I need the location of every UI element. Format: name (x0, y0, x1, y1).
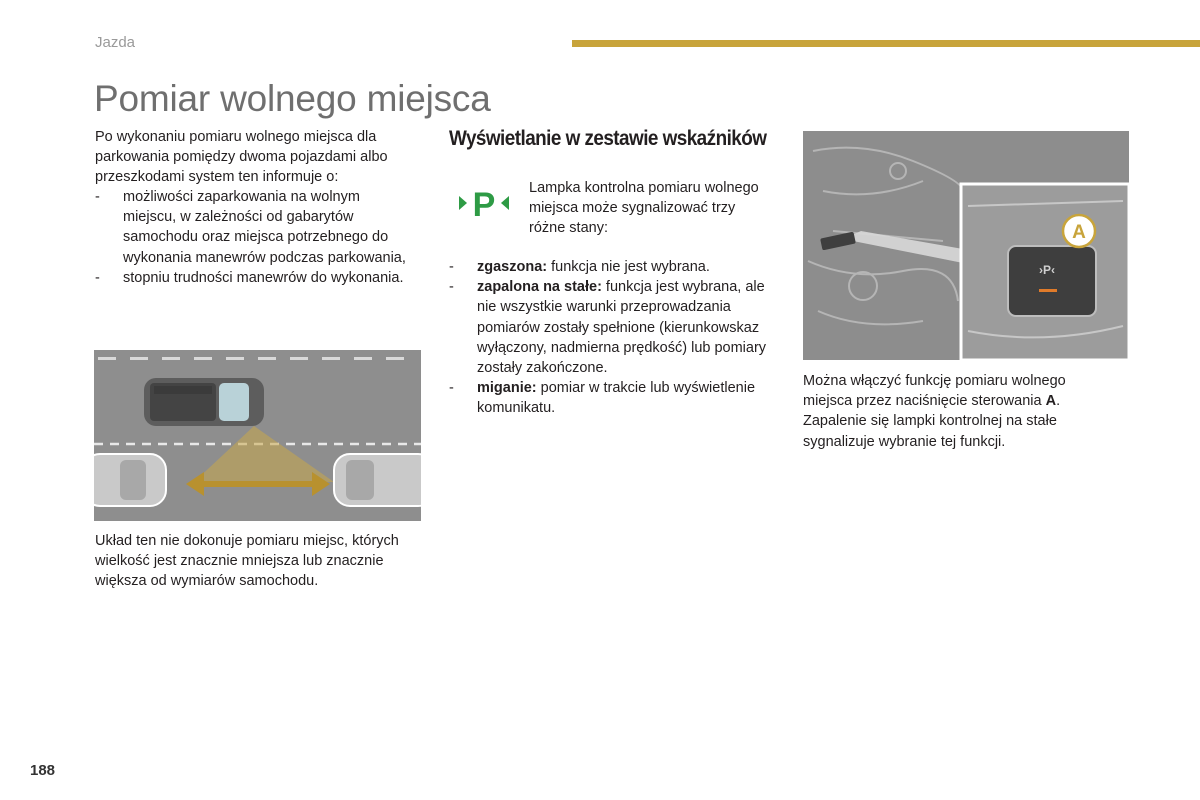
header-accent-bar (572, 40, 1200, 47)
parking-measurement-illustration (94, 350, 421, 521)
state-term: miganie: (477, 380, 537, 397)
dashboard-control-illustration (803, 131, 1129, 360)
info-list (95, 187, 415, 288)
state-term: zapalona na stałe: (477, 279, 602, 296)
section-heading: Wyświetlanie w zestawie wskaźników (449, 127, 767, 150)
list-item (449, 277, 779, 378)
callout-label: A (1072, 222, 1086, 243)
control-description: Można włączyć funkcję pomiaru wolnego miejsca przez naciśnięcie sterowania A. Zapalenie się lampki kontrolnej na stałe sygnalizuje wybranie tej funkcji. (803, 373, 1066, 450)
section-label: Jazda (95, 34, 136, 51)
limitation-note: Układ ten nie dokonuje pomiaru miejsc, których wielkość jest znacznie mniejsza lub znacznie większa od wymiarów samochodu. (95, 533, 399, 590)
list-item (449, 378, 779, 418)
parked-car-left (94, 454, 166, 506)
state-desc: funkcja jest wybrana, ale nie wszystkie warunki przeprowadzania pomiarów zostały spełnione (kierunkowskaz wyłączony, nadmierna prędkość) lub pomiary zostały zakończone. (477, 279, 767, 377)
state-desc: funkcja nie jest wybrana. (547, 259, 710, 275)
list-item: - stopniu trudności manewrów do wykonania. (95, 268, 415, 288)
page-title: Pomiar wolnego miejsca (94, 78, 491, 119)
intro-paragraph: Po wykonaniu pomiaru wolnego miejsca dla parkowania pomiędzy dwoma pojazdami albo przeszkodami system ten informuje o: (95, 129, 388, 186)
callout-a-badge (1063, 215, 1095, 247)
indicator-letter: P (472, 186, 496, 221)
indicator-states-list (449, 257, 779, 419)
state-desc: pomiar w trakcie lub wyświetlenie komunikatu. (477, 380, 756, 417)
svg-text:›P‹: ›P‹ (1039, 263, 1055, 277)
page-number: 188 (30, 762, 56, 779)
indicator-description: Lampka kontrolna pomiaru wolnego miejsca może sygnalizować trzy różne stany: (529, 180, 759, 237)
parked-car-right (334, 454, 421, 506)
list-item (449, 257, 779, 277)
control-label: A (1045, 393, 1057, 410)
parking-button (1008, 246, 1096, 316)
state-term: zgaszona: (477, 259, 548, 275)
parking-space-indicator-icon (456, 185, 512, 221)
list-item: - możliwości zaparkowania na wolnym miejscu, w zależności od gabarytów samochodu oraz miejsca potrzebnego do wykonania manewrów podczas parkowania, (95, 187, 415, 268)
moving-car (144, 378, 264, 426)
